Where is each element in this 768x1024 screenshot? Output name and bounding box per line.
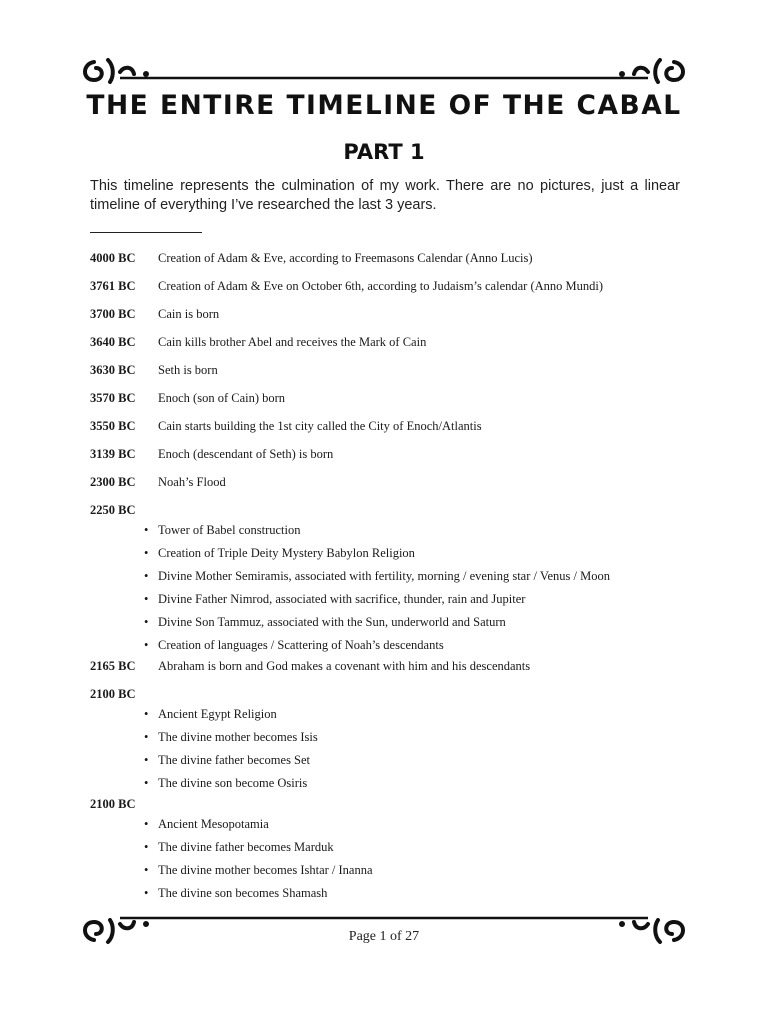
- bullet-item: [144, 636, 690, 659]
- bullet-icon: •: [144, 638, 149, 652]
- entry-year: 3139 BC: [90, 447, 136, 461]
- entry-year: 2165 BC: [90, 659, 136, 673]
- bullet-icon: •: [144, 592, 149, 606]
- timeline-entry: [90, 419, 690, 447]
- bullet-item: [144, 838, 690, 861]
- document-title: THE ENTIRE TIMELINE OF THE CABAL: [86, 90, 682, 121]
- timeline-entry: [90, 307, 690, 335]
- page-number: Page 1 of 27: [348, 929, 420, 944]
- entry-year: 3700 BC: [90, 307, 136, 321]
- bullet-icon: •: [144, 615, 149, 629]
- entry-description: Abraham is born and God makes a covenant with him and his descendants: [158, 659, 531, 673]
- timeline-entry: [90, 687, 690, 797]
- entry-description: Cain starts building the 1st city called the City of Enoch/Atlantis: [158, 419, 482, 433]
- entry-description: Cain kills brother Abel and receives the Mark of Cain: [158, 335, 427, 349]
- entry-description: Enoch (descendant of Seth) is born: [158, 447, 334, 461]
- bullet-text: Tower of Babel construction: [158, 523, 301, 537]
- entry-year: 2100 BC: [90, 687, 136, 701]
- entry-bullet-list: [90, 705, 690, 797]
- bullet-text: Divine Son Tammuz, associated with the Sun, underworld and Saturn: [158, 615, 506, 629]
- bullet-text: Ancient Egypt Religion: [158, 707, 277, 721]
- bullet-text: The divine mother becomes Isis: [158, 730, 318, 744]
- bullet-icon: •: [144, 886, 149, 900]
- timeline-entry: [90, 659, 690, 687]
- entry-year: 4000 BC: [90, 251, 136, 265]
- timeline-entry: [90, 251, 690, 279]
- entry-description: Noah’s Flood: [158, 475, 226, 489]
- entry-year: 3761 BC: [90, 279, 136, 293]
- bullet-item: [144, 705, 690, 728]
- entry-year: 2300 BC: [90, 475, 136, 489]
- entry-year: 3550 BC: [90, 419, 136, 433]
- bullet-text: The divine son becomes Shamash: [158, 886, 328, 900]
- bullet-icon: •: [144, 753, 149, 767]
- section-rule: [90, 232, 202, 233]
- timeline-entry: [90, 797, 690, 907]
- bullet-item: [144, 521, 690, 544]
- top-ornament-divider: [80, 52, 688, 88]
- timeline-entry: [90, 363, 690, 391]
- bullet-item: [144, 590, 690, 613]
- bullet-item: [144, 613, 690, 636]
- bullet-item: [144, 567, 690, 590]
- bullet-text: Creation of languages / Scattering of Noah’s descendants: [158, 638, 444, 652]
- bullet-icon: •: [144, 707, 149, 721]
- entry-year: 3570 BC: [90, 391, 136, 405]
- bullet-icon: •: [144, 817, 149, 831]
- bullet-text: Divine Mother Semiramis, associated with fertility, morning / evening star / Venus / Moon: [158, 569, 611, 583]
- bullet-item: [144, 751, 690, 774]
- entry-description: Seth is born: [158, 363, 218, 377]
- entry-description: Creation of Adam & Eve, according to Freemasons Calendar (Anno Lucis): [158, 251, 533, 265]
- entry-year: 3630 BC: [90, 363, 136, 377]
- entry-year: 2250 BC: [90, 503, 136, 517]
- bullet-text: The divine son become Osiris: [158, 776, 308, 790]
- entry-year: 3640 BC: [90, 335, 136, 349]
- bullet-item: [144, 861, 690, 884]
- entry-bullet-list: [90, 815, 690, 907]
- bullet-item: [144, 815, 690, 838]
- bullet-icon: •: [144, 546, 149, 560]
- bullet-text: The divine father becomes Marduk: [158, 840, 334, 854]
- bullet-item: [144, 884, 690, 907]
- bullet-item: [144, 728, 690, 751]
- timeline-entry: [90, 391, 690, 419]
- timeline-entry: [90, 475, 690, 503]
- intro-paragraph: This timeline represents the culmination of my work. There are no pictures, just a linear timeline of everything I’ve researched the last 3 years.: [90, 178, 680, 213]
- bullet-icon: •: [144, 776, 149, 790]
- bullet-text: Divine Father Nimrod, associated with sacrifice, thunder, rain and Jupiter: [158, 592, 526, 606]
- bullet-text: Creation of Triple Deity Mystery Babylon Religion: [158, 546, 415, 560]
- bullet-icon: •: [144, 840, 149, 854]
- bullet-item: [144, 774, 690, 797]
- entry-year: 2100 BC: [90, 797, 136, 811]
- bullet-icon: •: [144, 730, 149, 744]
- bullet-text: The divine father becomes Set: [158, 753, 311, 767]
- entry-description: Creation of Adam & Eve on October 6th, according to Judaism’s calendar (Anno Mundi): [158, 279, 604, 293]
- document-subtitle: PART 1: [343, 140, 425, 164]
- bullet-text: The divine mother becomes Ishtar / Inanna: [158, 863, 373, 877]
- bullet-icon: •: [144, 569, 149, 583]
- timeline-list: [90, 251, 690, 907]
- timeline-entry: [90, 503, 690, 659]
- bullet-text: Ancient Mesopotamia: [158, 817, 269, 831]
- bullet-icon: •: [144, 863, 149, 877]
- entry-description: Enoch (son of Cain) born: [158, 391, 286, 405]
- entry-bullet-list: [90, 521, 690, 659]
- timeline-entry: [90, 279, 690, 307]
- bullet-icon: •: [144, 523, 149, 537]
- bullet-item: [144, 544, 690, 567]
- entry-description: Cain is born: [158, 307, 220, 321]
- timeline-entry: [90, 447, 690, 475]
- timeline-entry: [90, 335, 690, 363]
